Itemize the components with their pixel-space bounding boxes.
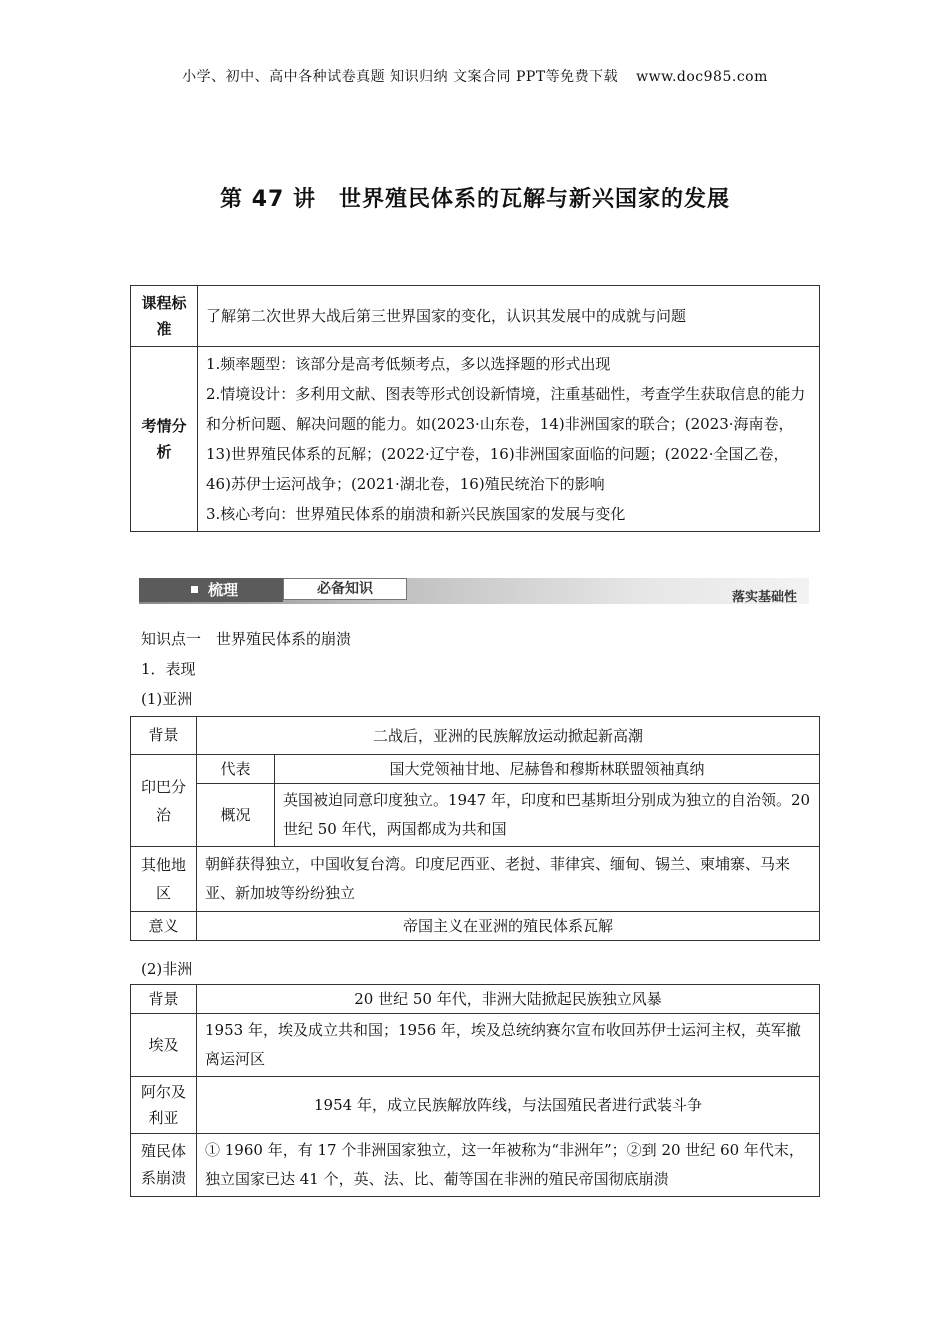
header-url: www.doc985.com [636,69,768,85]
banner-dark-tab [139,578,283,602]
knowledge-point-heading: 知识点一 世界殖民体系的崩溃 [141,630,352,648]
standard-label: 课程标准 [131,286,198,347]
square-bullet-icon [191,586,198,593]
colonial-collapse: ① 1960 年，有 17 个非洲国家独立，这一年被称为“非洲年”；②到 20 世纪 60 年代末，独立国家已达 41 个，英、法、比、葡等国在非洲的殖民帝国彻底崩溃 [197,1134,820,1197]
table-row [131,286,820,347]
overview-label: 概况 [197,784,275,847]
representative: 国大党领袖甘地、尼赫鲁和穆斯林联盟领袖真纳 [275,755,820,784]
analysis-label: 考情分析 [131,347,198,532]
table-row [131,1134,820,1197]
asia-heading: (1)亚洲 [141,690,193,708]
overview: 英国被迫同意印度独立。1947 年，印度和巴基斯坦分别成为独立的自治领。20 世纪 50 年代，两国都成为共和国 [275,784,820,847]
banner-right-label: 落实基础性 [731,590,797,605]
banner-middle-label: 必备知识 [283,578,407,600]
asia-table [130,716,820,941]
analysis-line-1: 1.频率题型：该部分是高考低频考点，多以选择题的形式出现 [206,355,611,373]
algeria-label: 阿尔及利亚 [131,1077,197,1134]
other-regions: 朝鲜获得独立，中国收复台湾。印度尼西亚、老挝、菲律宾、缅甸、锡兰、柬埔寨、马来亚、新加坡等纷纷独立 [197,847,820,912]
table-row [131,985,820,1014]
table-row [131,1014,820,1077]
representative-label: 代表 [197,755,275,784]
table-row [131,755,820,784]
table-row [131,347,820,532]
table-row [131,847,820,912]
other-regions-label: 其他地区 [131,847,197,912]
africa-heading: (2)非洲 [141,960,193,978]
section-banner [139,556,809,606]
banner-left-label: 梳理 [208,581,239,599]
africa-background: 20 世纪 50 年代，非洲大陆掀起民族独立风暴 [197,985,820,1014]
table-row [131,784,820,847]
item-heading: 1．表现 [141,660,196,678]
africa-table [130,984,820,1197]
india-partition-label: 印巴分治 [131,755,197,847]
analysis-cell [198,347,820,532]
africa-background-label: 背景 [131,985,197,1014]
meaning: 帝国主义在亚洲的殖民体系瓦解 [197,912,820,941]
page-header [0,66,950,86]
table-row [131,912,820,941]
meaning-label: 意义 [131,912,197,941]
analysis-line-3: 3.核心考向：世界殖民体系的崩溃和新兴民族国家的发展与变化 [206,505,626,523]
analysis-line-2: 2.情境设计：多利用文献、图表等形式创设新情境，注重基础性，考查学生获取信息的能力和分析问题、解决问题的能力。如(2023·山东卷，14)非洲国家的联合；(2023·海南卷，13)世界殖民体系的瓦解；(2022·辽宁卷，16)非洲国家面临的问题；(2022·全国乙卷，46)苏伊士运河战争；(2021·湖北卷，16)殖民统治下的影响 [206,385,806,493]
header-left-text: 小学、初中、高中各种试卷真题 知识归纳 文案合同 PPT等免费下载 [182,69,619,85]
standard-text: 了解第二次世界大战后第三世界国家的变化，认识其发展中的成就与问题 [198,286,820,347]
egypt-label: 埃及 [131,1014,197,1077]
table-row [131,717,820,755]
page-title: 第 47 讲 世界殖民体系的瓦解与新兴国家的发展 [220,187,730,212]
algeria: 1954 年，成立民族解放阵线，与法国殖民者进行武装斗争 [197,1077,820,1134]
asia-background: 二战后，亚洲的民族解放运动掀起新高潮 [197,717,820,755]
table-row [131,1077,820,1134]
egypt: 1953 年，埃及成立共和国；1956 年，埃及总统纳赛尔宣布收回苏伊士运河主权，英军撤离运河区 [197,1014,820,1077]
asia-background-label: 背景 [131,717,197,755]
intro-table [130,285,820,532]
collapse-label: 殖民体系崩溃 [131,1134,197,1197]
